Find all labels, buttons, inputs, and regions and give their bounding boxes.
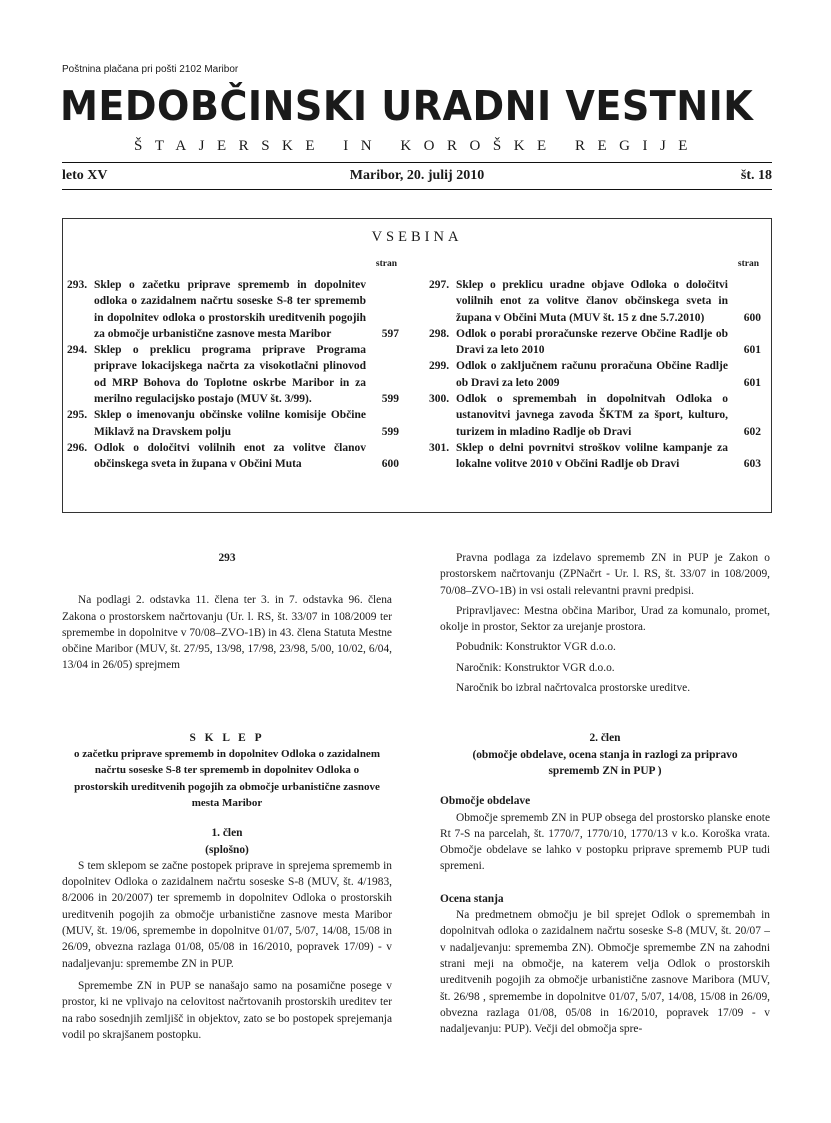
toc-entry-page: 601: [743, 376, 761, 389]
toc-entry-number: 296.: [67, 441, 88, 454]
divider-bottom: [62, 189, 772, 190]
toc-entry-number: 298.: [429, 327, 450, 340]
toc-entry-number: 295.: [67, 409, 88, 422]
assessment-paragraph: Na predmetnem območju je bil sprejet Odlok o spremembah in dopolnitvah odloka o zazidalnem načrtu soseske S-8 (MUV, št. 20/07 – v nadaljevanju: sprememba ZN). Območje spremembe ZN na zahodni strani meji na območje, na katerem velja Odlok o prostorskih ureditvenih pogojih za območje urbanistične zasnove Maribora (MUV, št. 26/98 , spremembe in dopolnitve 01/07, 5/07, 14/08, 15/08 in 26/09, obvezna razlaga 01/08, 05/08 in 16/2010, popravek 17/09 - v nadaljevanju: PUP). Večji del območja spre-: [440, 909, 770, 1036]
toc-entry-page: 600: [743, 311, 761, 324]
preparer-paragraph: Pripravljavec: Mestna občina Maribor, Urad za komunalo, promet, okolje in prostor, Sektor za urejanje prostora.: [440, 604, 770, 634]
toc-right-column: [425, 259, 767, 473]
toc-entry[interactable]: [63, 277, 405, 342]
divider-top: [62, 162, 772, 163]
planner-paragraph: Naročnik bo izbral načrtovalca prostorske ureditve.: [456, 682, 691, 695]
issue-number: št. 18: [740, 168, 772, 183]
toc-left-column: [63, 259, 405, 473]
area-heading: Območje obdelave: [440, 795, 531, 808]
clen2-subtitle: (območje obdelave, ocena stanja in razlogi za pripravo sprememb ZN in PUP ): [472, 748, 738, 777]
right-column: [440, 550, 770, 1037]
clen2-title: 2. člen: [589, 732, 621, 745]
toc-entry[interactable]: [63, 440, 405, 473]
issue-year: leto XV: [62, 168, 108, 183]
sklep-title: S K L E P: [189, 731, 265, 744]
issue-date: Maribor, 20. julij 2010: [349, 168, 485, 183]
toc-entry-page: 600: [381, 458, 399, 471]
toc-entry[interactable]: [63, 407, 405, 440]
toc-entry[interactable]: [63, 342, 405, 407]
toc-entry-text: Odlok o spremembah in dopolnitvah Odloka o ustanovitvi javnega zavoda ŠKTM za šport, kulturo, turizem in mladino Radlje ob Dravi: [456, 393, 728, 438]
toc-entry-page: 599: [381, 393, 399, 406]
toc-entry[interactable]: [425, 391, 767, 440]
clen1-paragraph-2: Spremembe ZN in PUP se nanašajo samo na posamične posege v prostor, ki ne vplivajo na celovitost načrtovanih prostorskih ureditev ter na rabo sosednjih zemljišč in objektov, zato se bo postopek sprejemanja vodil po skrajšanem postopku.: [62, 979, 392, 1041]
toc-page-header: stran: [375, 259, 397, 269]
clen1-subtitle: (splošno): [205, 843, 249, 856]
toc-entry-text: Sklep o preklicu uradne objave Odloka o določitvi volilnih enot za volitve članov občinskega sveta in župana v Občini Muta (MUV št. 15 z dne 5.7.2010): [456, 279, 728, 324]
toc-entry-text: Sklep o imenovanju občinske volilne komisije Občine Miklavž na Dravskem polju: [94, 409, 366, 438]
legal-basis-paragraph: Pravna podlaga za izdelavo sprememb ZN in PUP je Zakon o prostorskem načrtovanju (ZPNačrt - Ur. l. RS, št. 33/07 in 108/2009, 70/08–ZVO-1B) in vsi ostali relevantni pravni predpisi.: [440, 552, 770, 597]
toc-entry-number: 299.: [429, 360, 450, 373]
toc-entry-page: 603: [743, 458, 761, 471]
toc-entry-text: Sklep o začetku priprave sprememb in dopolnitev odloka o zazidalnem načrtu soseske S-8 ter sprememb in dopolnitev odloka o prostorskih ureditvenih pogojih za območje urbanistične zasnove mesta Maribor: [94, 279, 366, 340]
clen1-paragraph-1: S tem sklepom se začne postopek priprave in sprejema sprememb in dopolnitev Odloka o zazidalnem načrtu soseske S-8 (MUV, št. 4/1983, 8/2006 in 20/2007) ter sprememb in dopolnitev Odloka o prostorskih ureditvenih pogojih za območje urbanistične zasnove mesta Maribor (MUV, št. 19/06, spremembe in dopolnitve 01/07, 5/07, 14/08, 15/08 in 26/09, obvezna razlaga 01/08, 05/08 in 16/2010, popravek 17/09) - v nadaljevanju: spremembe ZN in PUP.: [62, 859, 392, 970]
toc-entry[interactable]: [425, 440, 767, 473]
client-paragraph: Naročnik: Konstruktor VGR d.o.o.: [456, 661, 615, 674]
area-paragraph: Območje sprememb ZN in PUP obsega del prostorsko planske enote Rt 7-S na parcelah, št. 1770/7, 1770/10, 1770/13 v k.o. Koroška vrata. Območje obdelave se lahko v postopku priprave sprememb PUP tudi spremeni.: [440, 811, 770, 873]
sklep-subtitle: o začetku priprave sprememb in dopolnitev Odloka o zazidalnem načrtu soseske S-8 ter sprememb in dopolnitev Odloka o prostorskih ureditvenih pogojih za območje urbanistične zasnove mesta Maribor: [74, 748, 380, 809]
clen1-title: 1. člen: [211, 827, 243, 840]
toc-entry-text: Sklep o preklicu programa priprave Programa priprave lokacijskega načrta za visokotlačni plinovod od MRP Bohova do Toplotne oskrbe Maribor in za merilno regulacijsko postajo (MUV št. 3/99).: [94, 344, 366, 406]
toc-title: VSEBINA: [371, 229, 463, 245]
toc-entry-page: 597: [381, 327, 399, 340]
toc-entry[interactable]: [425, 277, 767, 326]
toc-entry-number: 301.: [429, 441, 450, 454]
toc-page-header: stran: [737, 259, 759, 269]
toc-entry-text: Odlok o porabi proračunske rezerve Občine Radlje ob Dravi za leto 2010: [456, 327, 728, 357]
article-number: 293: [218, 552, 236, 564]
toc-entry[interactable]: [425, 358, 767, 391]
toc-entry-page: 602: [743, 425, 761, 438]
article-intro: Na podlagi 2. odstavka 11. člena ter 3. in 7. odstavka 96. člena Zakona o prostorskem načrtovanju (Ur. l. RS, št. 33/07 in 108/2009 ter spremembe in dopolnitve v 70/08–ZVO-1B) in 43. člena Statuta Mestne občine Maribor (MUV, št. 27/95, 13/98, 17/98, 23/98, 5/00, 10/02, 6/04, 13/04 in 26/05) sprejmem: [62, 594, 392, 672]
toc-entry-text: Odlok o zaključnem računu proračuna Občine Radlje ob Dravi za leto 2009: [456, 360, 728, 389]
toc-entry-page: 599: [381, 425, 399, 438]
table-of-contents: [62, 218, 772, 513]
assessment-heading: Ocena stanja: [440, 892, 504, 905]
masthead-title: MEDOBČINSKI URADNI VESTNIK: [60, 82, 754, 130]
masthead-subtitle: ŠTAJERSKE IN KOROŠKE REGIJE: [134, 138, 700, 154]
toc-entry-number: 300.: [429, 393, 450, 406]
toc-entry-number: 297.: [429, 279, 450, 291]
toc-entry-number: 294.: [67, 344, 88, 357]
toc-entry-page: 601: [743, 344, 761, 357]
toc-entry-number: 293.: [67, 279, 88, 291]
toc-entry[interactable]: [425, 326, 767, 359]
initiator-paragraph: Pobudnik: Konstruktor VGR d.o.o.: [456, 641, 616, 654]
issue-info-line: [62, 168, 772, 186]
toc-entry-text: Sklep o delni povrnitvi stroškov volilne kampanje za lokalne volitve 2010 v Občini Radlje ob Dravi: [456, 441, 728, 471]
postal-note: Poštnina plačana pri pošti 2102 Maribor: [62, 64, 239, 75]
left-column: [62, 550, 392, 1043]
toc-entry-text: Odlok o določitvi volilnih enot za volitve članov občinskega sveta in župana v Občini Muta: [94, 441, 366, 471]
